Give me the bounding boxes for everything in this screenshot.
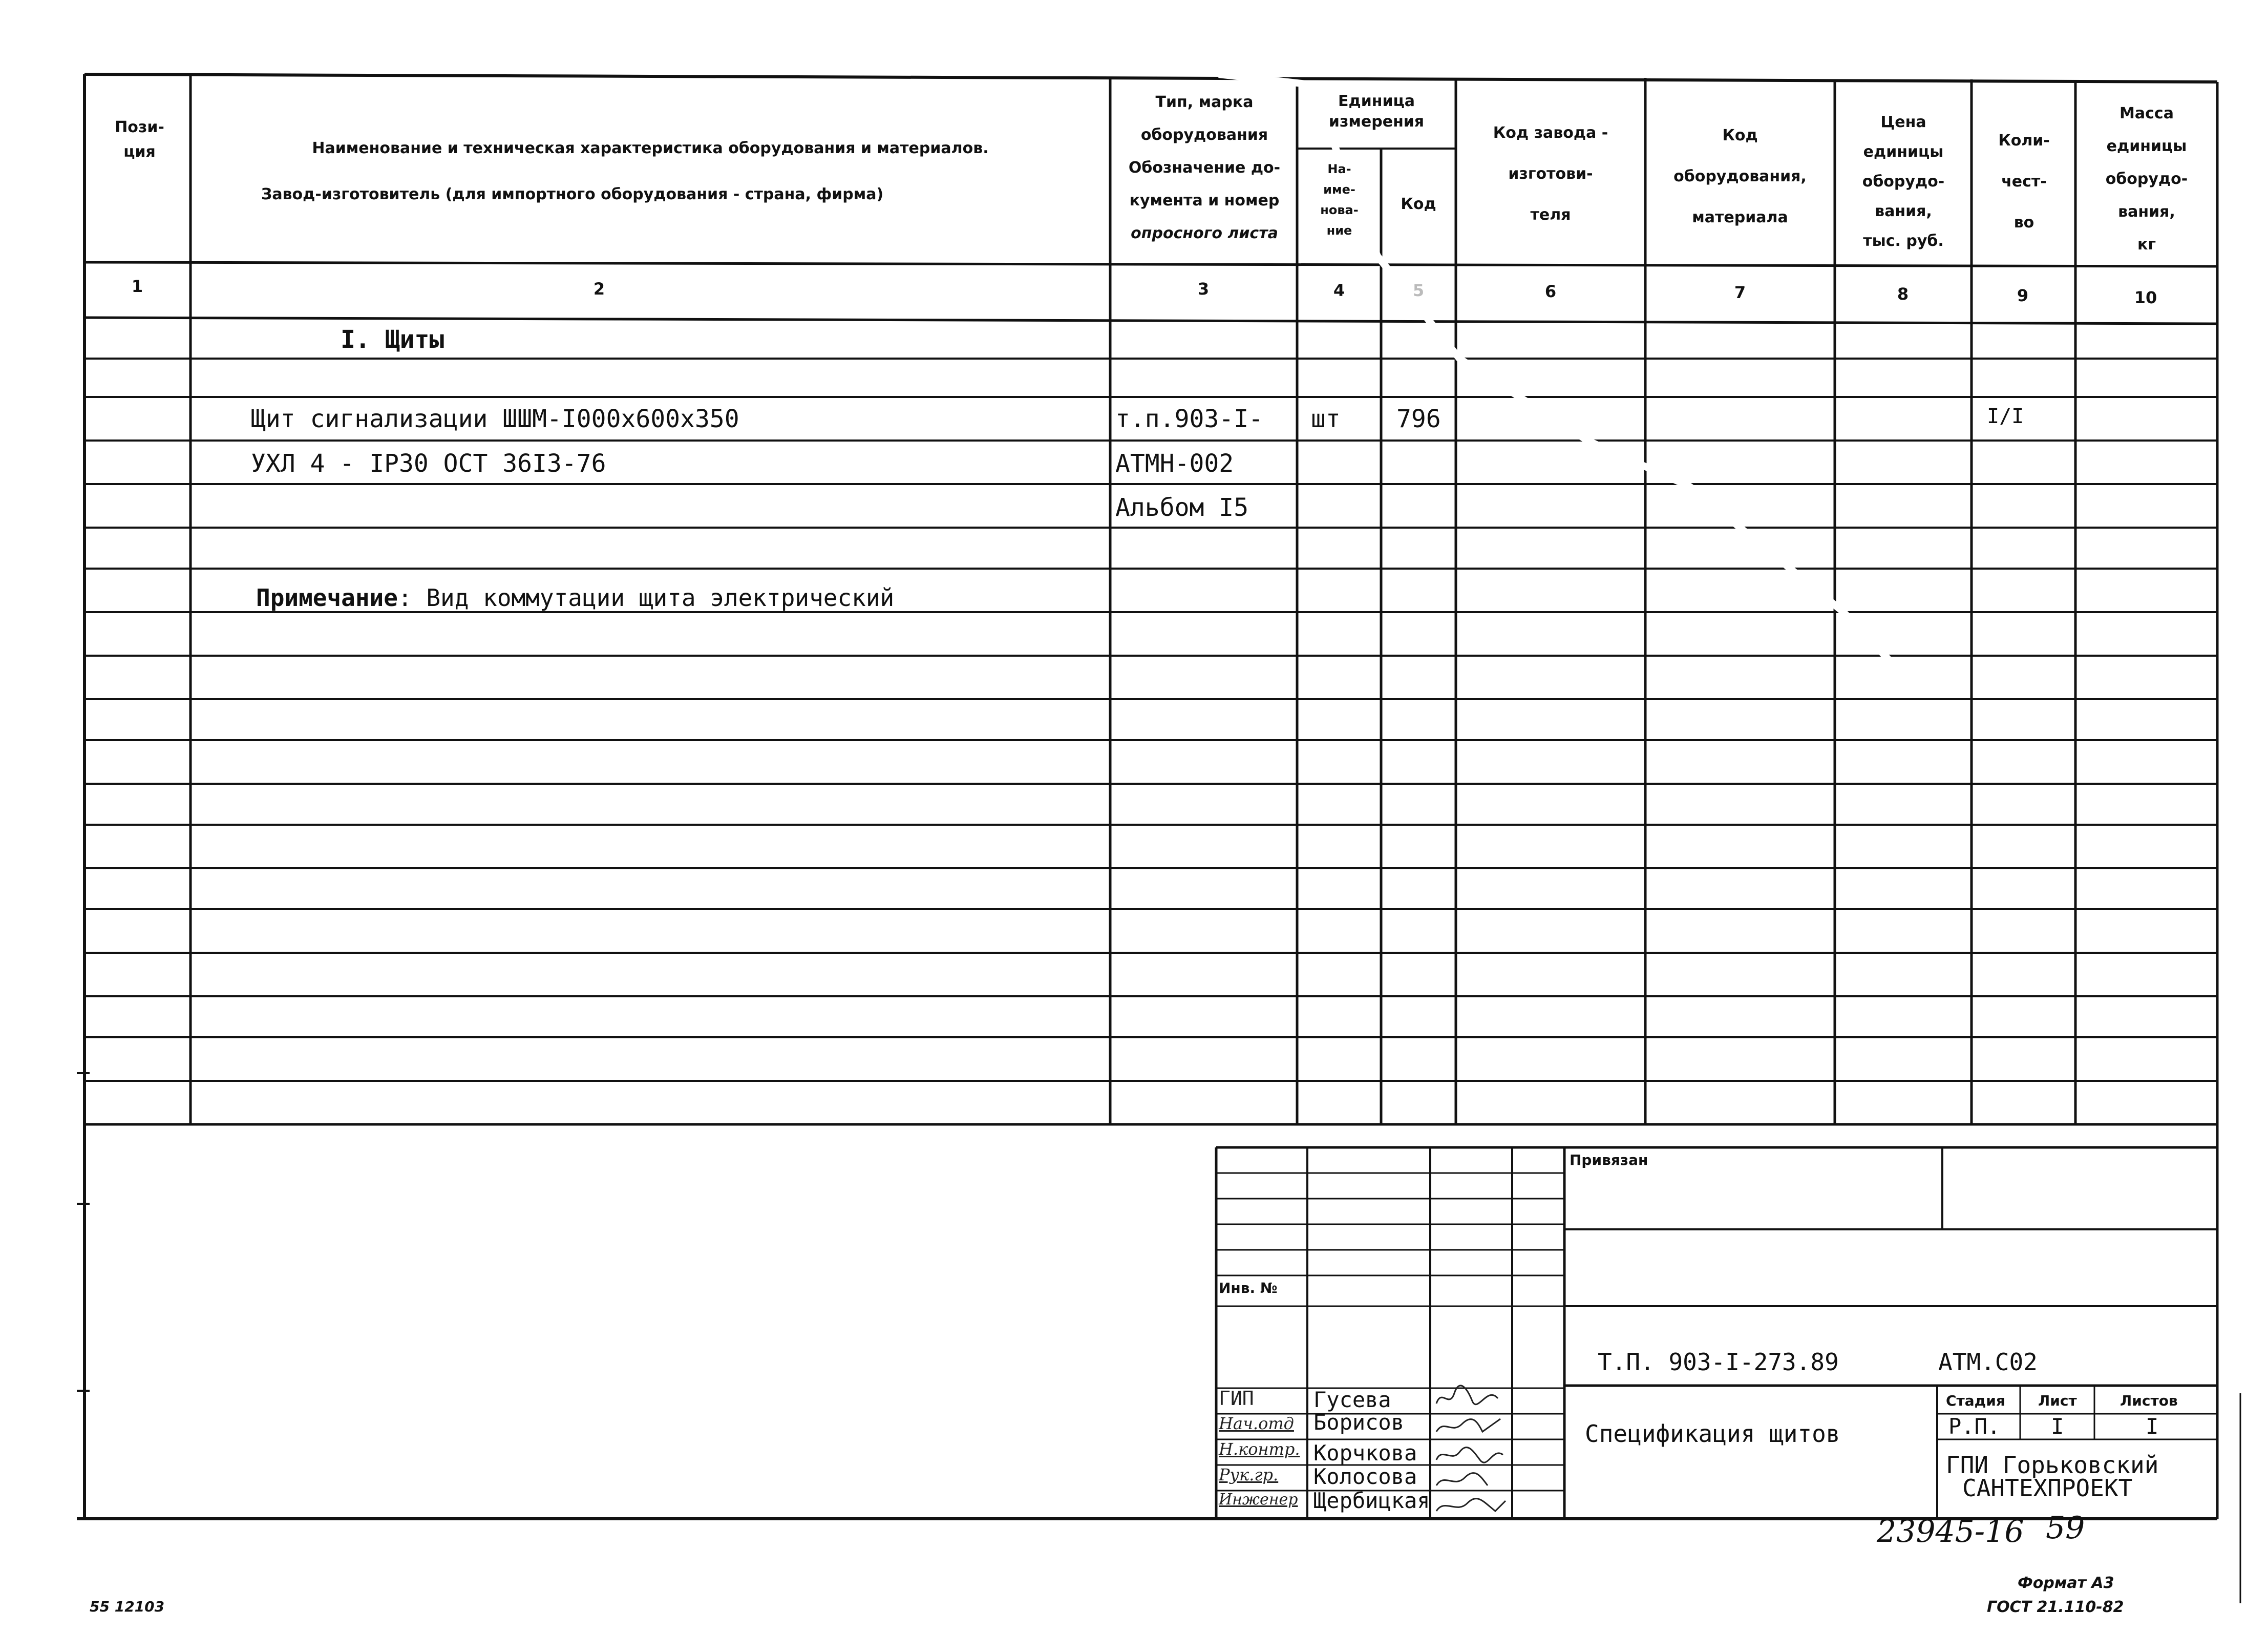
- header-price: Цена единицы оборудо- вания, тыс. руб.: [1862, 113, 1945, 250]
- privyazan-label: Привязан: [1570, 1152, 1648, 1168]
- column-number: 10: [2134, 288, 2157, 307]
- item-type-line-3: Альбом I5: [1115, 493, 1249, 522]
- signature-4: [1436, 1473, 1488, 1485]
- column-number: 1: [131, 277, 143, 296]
- header-quantity: Коли- чест- во: [1998, 132, 2050, 232]
- signature-1: [1436, 1386, 1498, 1405]
- note-text: : Вид коммутации щита электрический: [397, 584, 895, 612]
- item-name-line-2: УХЛ 4 - IP30 ОСТ 36I3-76: [251, 449, 606, 478]
- name-group-leader: Колосова: [1313, 1464, 1417, 1489]
- role-chief-engineer: ГИП: [1219, 1387, 1254, 1410]
- role-group-leader: Рук.гр.: [1219, 1465, 1279, 1484]
- header-unit-group: Единица измерения: [1328, 92, 1425, 131]
- column-number: 4: [1333, 281, 1345, 300]
- item-unit-code: 796: [1396, 405, 1441, 433]
- document-title: Спецификация щитов: [1585, 1420, 1840, 1448]
- page-number: 59: [2046, 1510, 2085, 1546]
- column-number: 7: [1734, 283, 1746, 302]
- header-unit-name: На- име- нова- ние: [1320, 162, 1359, 238]
- sheet-code: АТМ.С02: [1938, 1348, 2038, 1376]
- header-mass: Масса единицы оборудо- вания, кг: [2105, 104, 2188, 254]
- role-engineer: Инженер: [1219, 1491, 1298, 1509]
- header-unit-code: Код: [1401, 195, 1436, 213]
- header-position: Пози- ция: [115, 118, 164, 161]
- name-chief-engineer: Гусева: [1313, 1387, 1391, 1412]
- column-number: 2: [593, 279, 605, 299]
- note-label: Примечание: [256, 584, 398, 612]
- name-engineer: Щербицкая: [1313, 1488, 1430, 1513]
- header-type: Тип, марка оборудования Обозначение до- кумента и номер опросного листа: [1128, 93, 1281, 242]
- archive-number: 23945-16: [1877, 1514, 2024, 1550]
- header-name: Наименование и техническая характеристика оборудования и материалов. Завод-изготовитель (для импортного оборудования - страна, фирма): [261, 139, 989, 203]
- sheet-header: Лист: [2038, 1392, 2077, 1409]
- sheets-value: I: [2146, 1414, 2159, 1439]
- column-number: 9: [2017, 286, 2029, 305]
- signature-3: [1436, 1448, 1503, 1463]
- sheets-header: Листов: [2120, 1392, 2178, 1409]
- stage-header: Стадия: [1946, 1392, 2005, 1409]
- section-heading: I. Щиты: [341, 325, 444, 354]
- column-number: 5: [1412, 281, 1425, 300]
- role-department-head: Нач.отд: [1219, 1414, 1294, 1433]
- role-norm-control: Н.контр.: [1219, 1439, 1300, 1459]
- signature-2: [1436, 1419, 1500, 1432]
- item-type-line-1: т.п.903-I-: [1115, 405, 1263, 433]
- signatures: [1431, 1383, 1513, 1519]
- name-norm-control: Корчкова: [1313, 1440, 1417, 1465]
- header-equipment-code: Код оборудования, материала: [1673, 127, 1807, 226]
- column-number: 8: [1897, 284, 1909, 304]
- name-department-head: Борисов: [1313, 1410, 1405, 1435]
- signature-5: [1436, 1499, 1506, 1511]
- header-manufacturer-code: Код завода - изготови- теля: [1493, 124, 1608, 224]
- left-code: 55 12103: [90, 1598, 165, 1615]
- document-code: Т.П. 903-I-273.89: [1598, 1348, 1839, 1376]
- format-label: Формат А3: [2018, 1574, 2114, 1592]
- gost-label: ГОСТ 21.110-82: [1987, 1598, 2124, 1616]
- item-name-line-1: Щит сигнализации ШШМ-I000x600x350: [251, 405, 739, 433]
- item-unit: шт: [1311, 405, 1341, 433]
- item-type-line-2: АТМН-002: [1115, 449, 1234, 478]
- stage-value: Р.П.: [1948, 1414, 2001, 1439]
- sheet-value: I: [2051, 1414, 2064, 1439]
- inventory-number-label: Инв. №: [1219, 1280, 1278, 1296]
- note-line: [256, 584, 894, 612]
- organization-line-2: САНТЕХПРОЕКТ: [1962, 1474, 2133, 1502]
- column-number: 3: [1197, 279, 1210, 299]
- organization-line-1: ГПИ Горьковский: [1946, 1451, 2159, 1479]
- item-quantity: I/I: [1987, 405, 2024, 428]
- column-number: 6: [1544, 282, 1557, 301]
